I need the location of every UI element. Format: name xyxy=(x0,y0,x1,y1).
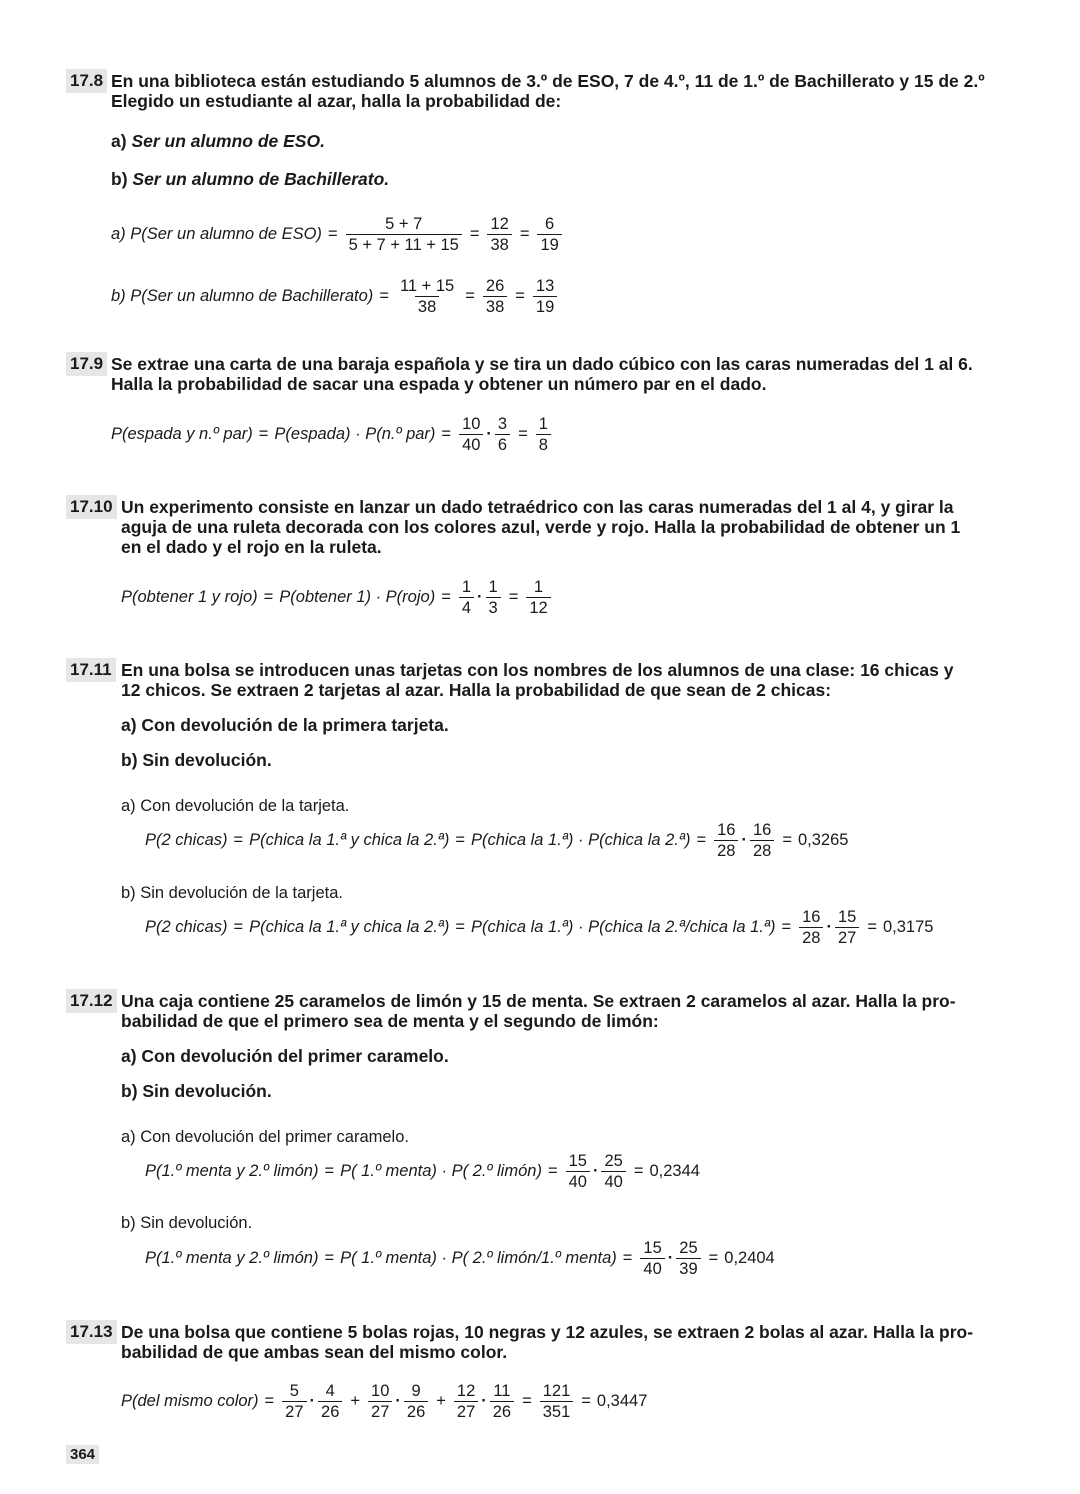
fraction: $\frac{11 + 15}{38}$ xyxy=(399,277,455,316)
solution-equation: P(obtener 1 y rojo) = P(obtener 1) · P(rojo) = $\frac{1}{4}$ · $\frac{1}{3}$ = $\frac{1}{12}$ xyxy=(121,577,553,618)
fraction: $\frac{25}{39}$ xyxy=(676,1238,700,1279)
exercise-statement-line: En una biblioteca están estudiando 5 alumnos de 3.º de ESO, 7 de 4.º, 11 de 1.º de Bachillerato y 15 de 2.º xyxy=(111,71,985,91)
fraction: $\frac{11}{26}$ xyxy=(490,1381,514,1422)
solution-lhs: a) P(Ser un alumno de ESO) xyxy=(111,225,322,243)
exercise-number: 17.9 xyxy=(66,352,107,376)
fraction: $\frac{5 + 7}{5 + 7 + 11 + 15}$ xyxy=(346,214,462,255)
solution-heading: b) Sin devolución de la tarjeta. xyxy=(121,884,343,902)
fraction: $\frac{12}{38}$ xyxy=(487,214,511,255)
result-value: 0,3447 xyxy=(596,1392,648,1410)
exercise-number: 17.11 xyxy=(66,658,116,682)
fraction: $\frac{3}{6}$ xyxy=(495,414,510,455)
exercise-number: 17.8 xyxy=(66,69,107,93)
solution-heading: a) Con devolución de la tarjeta. xyxy=(121,797,350,815)
exercise-statement-line: babilidad de que el primero sea de menta y el segundo de limón: xyxy=(121,1011,659,1031)
solution-lhs: b) P(Ser un alumno de Bachillerato) xyxy=(111,287,374,305)
solution-heading: b) Sin devolución. xyxy=(121,1214,253,1232)
fraction: $\frac{1}{4}$ xyxy=(459,577,474,618)
fraction: $\frac{121}{351}$ xyxy=(540,1381,574,1422)
fraction: $\frac{9}{26}$ xyxy=(404,1381,428,1422)
fraction: $\frac{26}{38}$ xyxy=(483,276,507,317)
result-value: 0,3265 xyxy=(797,831,849,849)
solution-equation: P(1.º menta y 2.º limón) = P( 1.º menta) · P( 2.º limón) = $\frac{15}{40}$ · $\frac{25}{40}$ = 0,2344 xyxy=(145,1152,700,1191)
option-a: a) Ser un alumno de ESO. xyxy=(111,131,325,151)
solution-equation: P(2 chicas) = P(chica la 1.ª y chica la 2.ª) = P(chica la 1.ª) · P(chica la 2.ª/chica la 1.ª) = $\frac{16}{28}$ · $\frac{15}{27}$ = 0,3175 xyxy=(145,908,934,947)
fraction: $\frac{6}{19}$ xyxy=(537,214,561,255)
exercise-statement-line: Se extrae una carta de una baraja española y se tira un dado cúbico con las caras numeradas del 1 al 6. xyxy=(111,354,973,374)
option-b: b) Sin devolución. xyxy=(121,1081,272,1101)
result-value: 0,3175 xyxy=(882,918,934,936)
fraction: $\frac{15}{40}$ xyxy=(566,1151,590,1192)
option-b: b) Sin devolución. xyxy=(121,750,272,770)
page-number: 364 xyxy=(66,1445,99,1464)
exercise-statement-line: Un experimento consiste en lanzar un dado tetraédrico con las caras numeradas del 1 al 4, y girar la xyxy=(121,497,954,517)
solution-equation: P(espada y n.º par) = P(espada) · P(n.º par) = $\frac{10}{40}$ · $\frac{3}{6}$ = $\frac{1}{8}$ xyxy=(111,414,553,455)
solution-equation: P(1.º menta y 2.º limón) = P( 1.º menta) · P( 2.º limón/1.º menta) = $\frac{15}{40}$ · $\frac{25}{39}$ = 0,2404 xyxy=(145,1239,775,1278)
fraction: $\frac{1}{3}$ xyxy=(486,577,501,618)
solution-equation: a) P(Ser un alumno de ESO) = $\frac{5 + 7}{5 + 7 + 11 + 15}$ = $\frac{12}{38}$ = $\frac{6}{19}$ xyxy=(111,214,564,255)
fraction: $\frac{12}{27}$ xyxy=(454,1381,478,1422)
exercise-statement-line: 12 chicos. Se extraen 2 tarjetas al azar. Halla la probabilidad de que sean de 2 chicas: xyxy=(121,680,832,700)
fraction: $\frac{1}{12}$ xyxy=(526,577,550,618)
exercise-statement-line: De una bolsa que contiene 5 bolas rojas, 10 negras y 12 azules, se extraen 2 bolas al azar. Halla la pro- xyxy=(121,1322,974,1342)
option-a: a) Con devolución del primer caramelo. xyxy=(121,1046,449,1066)
exercise-statement-line: babilidad de que ambas sean del mismo color. xyxy=(121,1342,508,1362)
exercise-statement-line: Halla la probabilidad de sacar una espada y obtener un número par en el dado. xyxy=(111,374,767,394)
fraction: $\frac{15}{40}$ xyxy=(640,1238,664,1279)
solution-heading: a) Con devolución del primer caramelo. xyxy=(121,1128,409,1146)
solution-equation: b) P(Ser un alumno de Bachillerato) = $\frac{11 + 15}{38}$ = $\frac{26}{38}$ = $\frac{13}{19}$ xyxy=(111,276,559,317)
fraction: $\frac{16}{28}$ xyxy=(799,907,823,948)
solution-equation: P(2 chicas) = P(chica la 1.ª y chica la 2.ª) = P(chica la 1.ª) · P(chica la 2.ª) = $\frac{16}{28}$ · $\frac{16}{28}$ = 0,3265 xyxy=(145,821,849,860)
result-value: 0,2404 xyxy=(724,1249,775,1267)
fraction: $\frac{16}{28}$ xyxy=(714,820,738,861)
exercise-number: 17.13 xyxy=(66,1320,117,1344)
fraction: $\frac{16}{28}$ xyxy=(750,820,774,861)
result-value: 0,2344 xyxy=(649,1162,700,1180)
exercise-statement-line: Una caja contiene 25 caramelos de limón y 15 de menta. Se extraen 2 caramelos al azar. Halla la pro- xyxy=(121,991,956,1011)
fraction: $\frac{13}{19}$ xyxy=(533,276,557,317)
fraction: $\frac{5}{27}$ xyxy=(282,1381,306,1422)
fraction: $\frac{10}{27}$ xyxy=(368,1381,392,1422)
exercise-statement-line: en el dado y el rojo en la ruleta. xyxy=(121,537,382,557)
exercise-statement-line: aguja de una ruleta decorada con los colores azul, verde y rojo. Halla la probabilidad de obtener un 1 xyxy=(121,517,961,537)
fraction: $\frac{1}{8}$ xyxy=(536,414,551,455)
fraction: $\frac{10}{40}$ xyxy=(459,414,483,455)
fraction: $\frac{4}{26}$ xyxy=(318,1381,342,1422)
fraction: $\frac{25}{40}$ xyxy=(601,1151,625,1192)
option-a: a) Con devolución de la primera tarjeta. xyxy=(121,715,449,735)
option-b: b) Ser un alumno de Bachillerato. xyxy=(111,169,390,189)
fraction: $\frac{15}{27}$ xyxy=(835,907,859,948)
exercise-number: 17.12 xyxy=(66,989,117,1013)
exercise-number: 17.10 xyxy=(66,495,117,519)
exercise-statement-line: Elegido un estudiante al azar, halla la probabilidad de: xyxy=(111,91,562,111)
solution-equation: P(del mismo color) = $\frac{5}{27}$ · $\frac{4}{26}$ + $\frac{10}{27}$ · $\frac{9}{26}$ + $\frac{12}{27}$ · $\frac{11}{26}$ = $\frac{121}{351}$ = 0,3447 xyxy=(121,1382,648,1421)
exercise-statement-line: En una bolsa se introducen unas tarjetas con los nombres de los alumnos de una clase: 16 chicas y xyxy=(121,660,954,680)
